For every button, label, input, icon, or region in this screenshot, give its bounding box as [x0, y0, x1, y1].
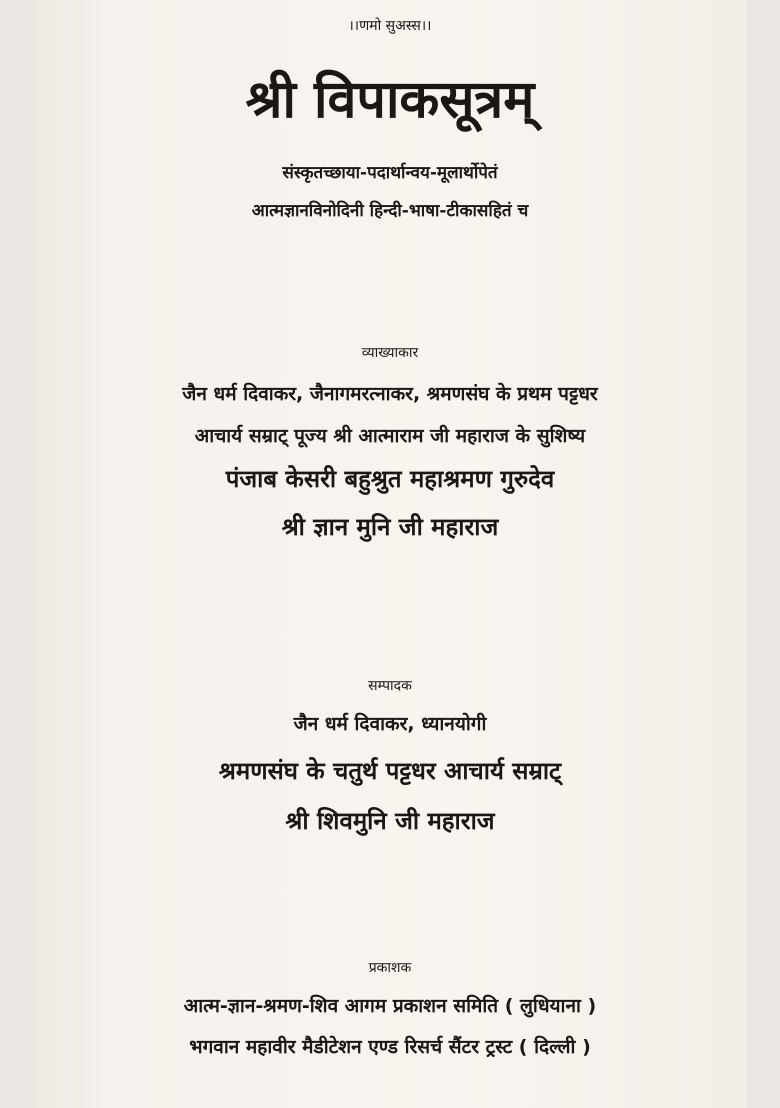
publisher-label: प्रकाशक: [368, 960, 412, 976]
commentator-line-1: जैन धर्म दिवाकर, जैनागमरत्नाकर, श्रमणसंघ के प्रथम पट्टधर: [182, 383, 598, 405]
publisher-line-2: भगवान महावीर मैडीटेशन एण्ड रिसर्च सैंटर ट्रस्ट ( दिल्ली ): [189, 1036, 591, 1058]
title-page: [34, 0, 746, 1108]
publisher-line-1: आत्म-ज्ञान-श्रमण-शिव आगम प्रकाशन समिति ( लुधियाना ): [183, 995, 597, 1017]
editor-name: श्री शिवमुनि जी महाराज: [285, 807, 495, 835]
invocation: ।।णमो सुअस्स।।: [348, 18, 432, 34]
book-title: श्री विपाकसूत्रम्: [245, 70, 535, 130]
editor-label: सम्पादक: [368, 678, 412, 694]
commentator-line-3: पंजाब केसरी बहुश्रुत महाश्रमण गुरुदेव: [225, 465, 555, 493]
commentator-line-2: आचार्य सम्राट् पूज्य श्री आत्माराम जी महाराज के सुशिष्य: [194, 425, 586, 447]
commentator-name: श्री ज्ञान मुनि जी महाराज: [281, 513, 499, 541]
editor-line-2: श्रमणसंघ के चतुर्थ पट्टधर आचार्य सम्राट्: [218, 757, 562, 785]
subtitle-1: संस्कृतच्छाया-पदार्थान्वय-मूलार्थोपेतं: [282, 163, 498, 183]
subtitle-2: आत्मज्ञानविनोदिनी हिन्दी-भाषा-टीकासहितं च: [251, 201, 529, 221]
editor-line-1: जैन धर्म दिवाकर, ध्यानयोगी: [293, 713, 487, 735]
commentator-label: व्याख्याकार: [361, 345, 419, 361]
